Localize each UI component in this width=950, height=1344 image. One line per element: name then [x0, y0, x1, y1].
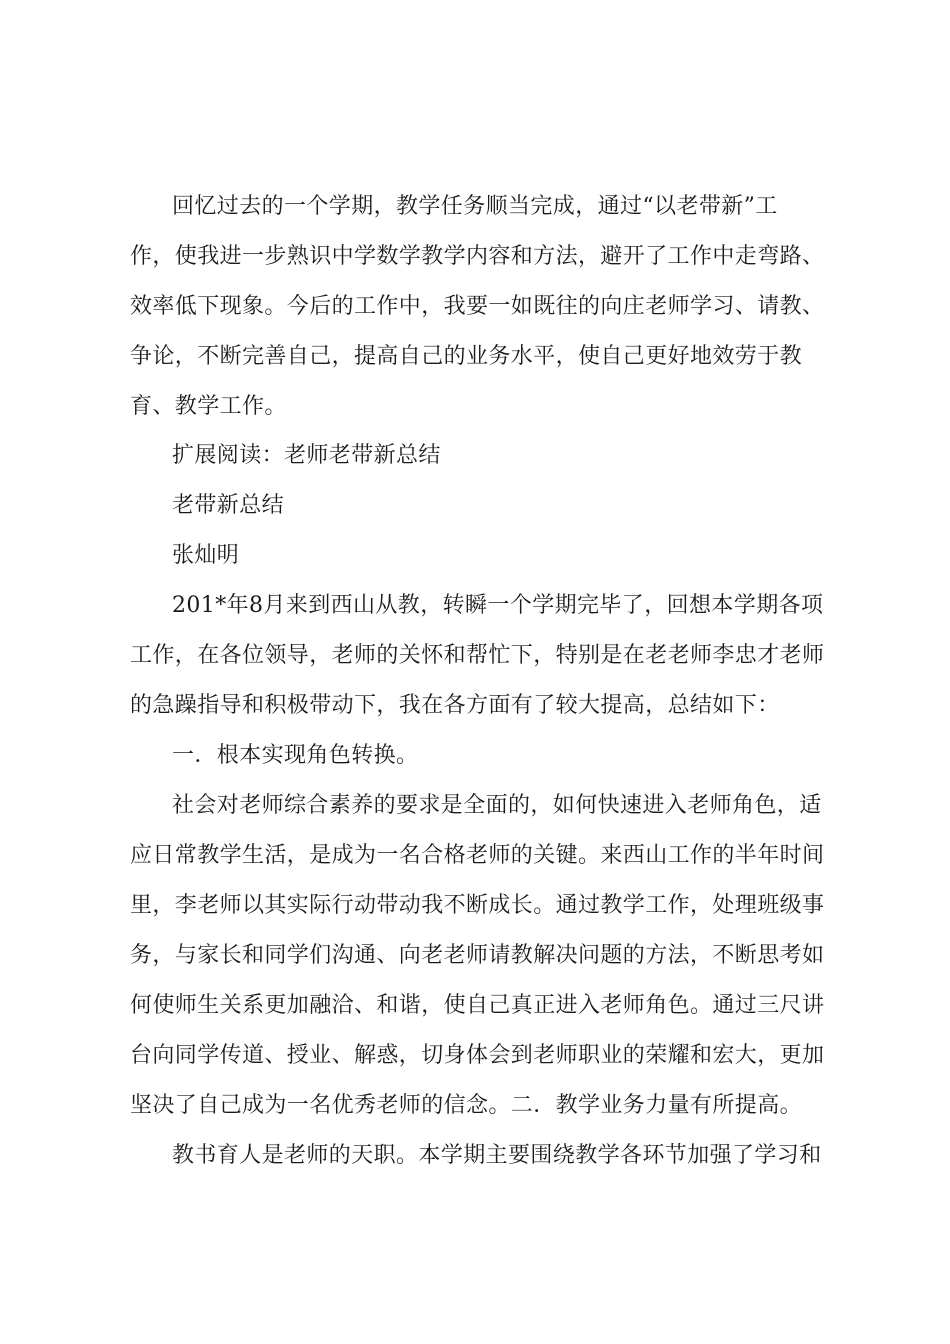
body-text-line: 何使师生关系更加融洽、和谐，使自己真正进入老师角色。通过三尺讲	[130, 993, 825, 1018]
subheading: 一．根本实现角色转换。	[172, 743, 419, 768]
body-text-line: 台向同学传道、授业、解惑，切身体会到老师职业的荣耀和宏大，更加	[130, 1043, 825, 1068]
body-text-line: 作，使我进一步熟识中学数学教学内容和方法，避开了工作中走弯路、	[130, 244, 825, 269]
extended-reading-heading: 扩展阅读：老师老带新总结	[172, 443, 441, 468]
body-text-line: 社会对老师综合素养的要求是全面的，如何快速进入老师角色，适	[172, 793, 822, 818]
section-title: 老带新总结	[172, 493, 285, 518]
body-text-line: 效率低下现象。今后的工作中，我要一如既往的向庄老师学习、请教、	[130, 294, 825, 319]
body-text-line: 育、教学工作。	[130, 394, 287, 419]
body-text-line: 教书育人是老师的天职。本学期主要围绕教学各环节加强了学习和	[172, 1143, 822, 1168]
body-text-line: 里，李老师以其实际行动带动我不断成长。通过教学工作，处理班级事	[130, 893, 825, 918]
body-text-line: 回忆过去的一个学期，教学任务顺当完成，通过“以老带新”工	[172, 194, 778, 219]
body-text-line: 的急躁指导和积极带动下，我在各方面有了较大提高，总结如下：	[130, 693, 780, 718]
body-text-line: 务，与家长和同学们沟通、向老老师请教解决问题的方法，不断思考如	[130, 943, 825, 968]
body-text-line: 争论，不断完善自己，提高自己的业务水平，使自己更好地效劳于教	[130, 344, 803, 369]
body-text-line: 201*年8月来到西山从教，转瞬一个学期完毕了，回想本学期各项	[172, 593, 824, 618]
body-text-line: 应日常教学生活，是成为一名合格老师的关键。来西山工作的半年时间	[130, 843, 825, 868]
author-name: 张灿明	[172, 543, 240, 568]
body-text-line: 工作，在各位领导，老师的关怀和帮忙下，特别是在老老师李忠才老师	[130, 643, 825, 668]
body-text-line: 坚决了自己成为一名优秀老师的信念。二．教学业务力量有所提高。	[130, 1093, 803, 1118]
